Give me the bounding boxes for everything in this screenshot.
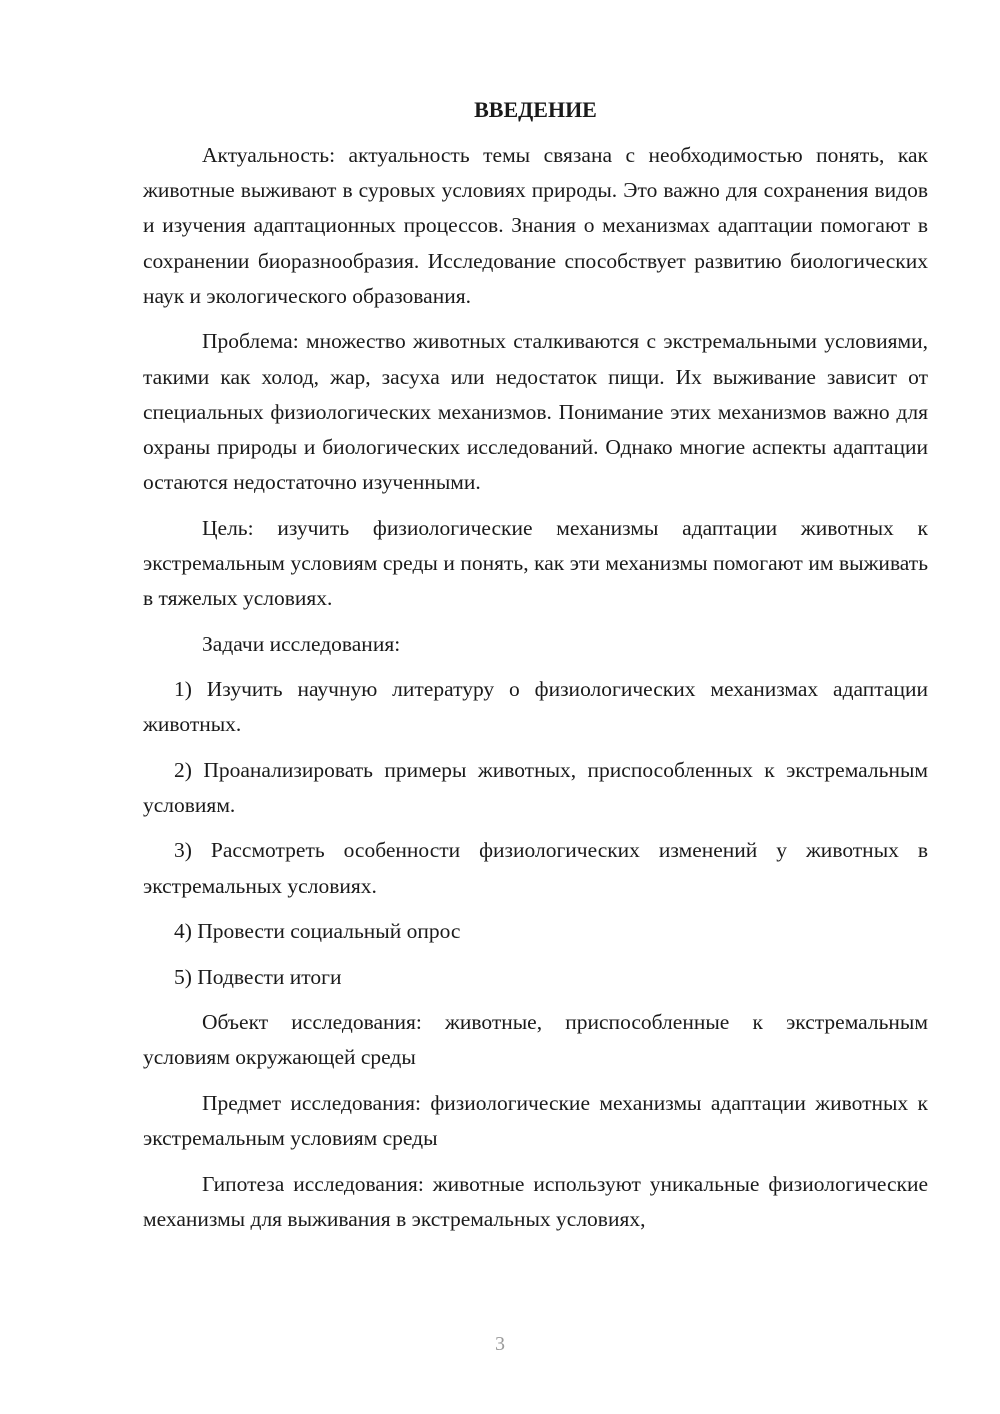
task-item-3: 3) Рассмотреть особенности физиологических изменений у животных в экстремальных условиях.: [143, 838, 928, 898]
paragraph-relevance: Актуальность: актуальность темы связана с необходимостью понять, как животные выживают в суровых условиях природы. Это важно для сохранения видов и изучения адаптационных процессов. Знания о механизмах адаптации помогают в сохранении биоразнообразия. Исследование способствует развитию биологических наук и экологического образования.: [143, 143, 928, 308]
paragraph-goal: Цель: изучить физиологические механизмы адаптации животных к экстремальным условиям среды и понять, как эти механизмы помогают им выживать в тяжелых условиях.: [143, 515, 928, 611]
document-page: [143, 92, 928, 1237]
tasks-heading: Задачи исследования:: [202, 631, 401, 656]
task-item-1: 1) Изучить научную литературу о физиологических механизмах адаптации животных.: [143, 677, 928, 737]
paragraph-subject: Предмет исследования: физиологические механизмы адаптации животных к экстремальным условиям среды: [143, 1090, 928, 1151]
section-heading: ВВЕДЕНИЕ: [474, 97, 597, 122]
task-item-4: 4) Провести социальный опрос: [174, 919, 461, 944]
task-item-5: 5) Подвести итоги: [174, 964, 342, 989]
paragraph-problem: Проблема: множество животных сталкиваются с экстремальными условиями, такими как холод, жар, засуха или недостаток пищи. Их выживание зависит от специальных физиологических механизмов. Понимание этих механизмов важно для охраны природы и биологических исследований. Однако многие аспекты адаптации остаются недостаточно изученными.: [143, 329, 928, 495]
task-item-2: 2) Проанализировать примеры животных, приспособленных к экстремальным условиям.: [143, 757, 928, 817]
paragraph-object: Объект исследования: животные, приспособленные к экстремальным условиям окружающей среды: [143, 1010, 928, 1070]
paragraph-hypothesis: Гипотеза исследования: животные используют уникальные физиологические механизмы для выживания в экстремальных условиях,: [143, 1171, 928, 1231]
page-number: 3: [495, 1333, 505, 1355]
